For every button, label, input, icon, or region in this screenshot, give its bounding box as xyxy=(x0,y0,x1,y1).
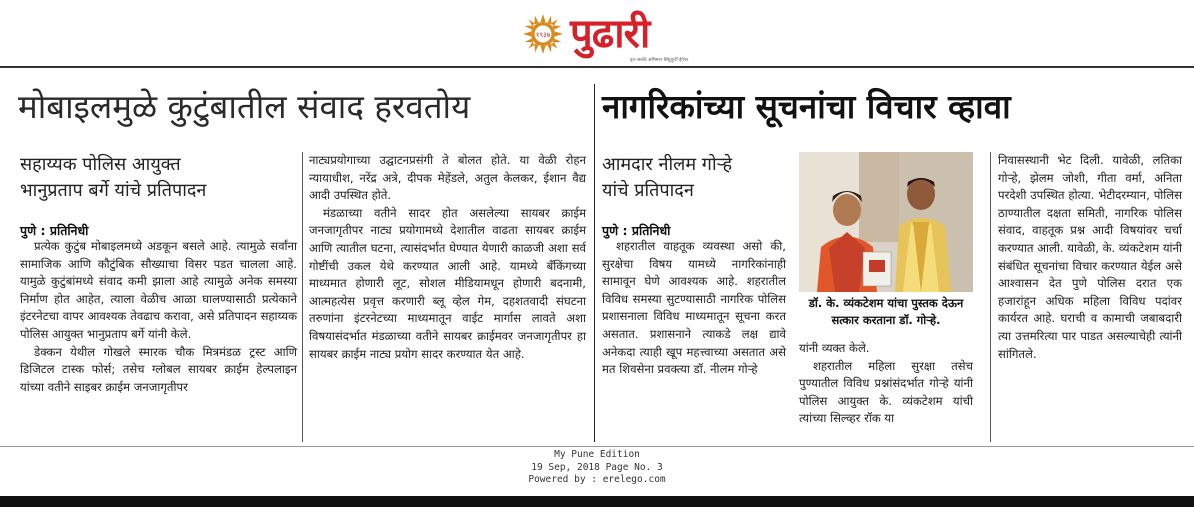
column-divider xyxy=(990,152,991,442)
svg-text:१९३७: १९३७ xyxy=(535,31,551,39)
paragraph: शहरातील वाहतूक व्यवस्था असो की, सुरक्षेचा विषय यामध्ये नागरिकांनाही सामावून घेणे आवश्यक आहे. शहरातील विविध समस्या सुटण्यासाठी नागरिक पोलिस प्रशासनाला विविध माध्यमातून सूचना करत असतात. प्रशासनाने त्याकडे लक्ष द्यावे अनेकदा त्याही खूप महत्त्वाच्या असतात असे मत शिवसेना प्रवक्त्या डॉ. नीलम गोऱ्हे xyxy=(602,239,786,377)
right-subhead xyxy=(602,152,792,204)
left-byline: पुणे : प्रतिनिधी xyxy=(20,223,89,238)
paragraph: निवासस्थानी भेट दिली. यावेळी, लतिका गोऱ्हे, झेलम जोशी, गीता वर्मा, अनिता परदेशी उपस्थित होत्या. भेटीदरम्यान, पोलिस ठाण्यातील दक्षता समिती, नागरिक पोलिस संवाद, वाहतूक प्रश्न आदी विषयांवर चर्चा करण्यात आली. यावेळी, के. व्यंकटेशम यांनी संबंधित सूचनांचा विचार करण्यात येईल असे आश्वासन देत पुणे पोलिस दरात एक हजारांहून अधिक महिला विविध पदांवर कार्यरत आहे. घराची व कामाची जबाबदारी त्या उत्तमरित्या पार पाडत असल्याचेही त्यांनी सांगितले. xyxy=(998,153,1182,361)
right-byline: पुणे : प्रतिनिधी xyxy=(602,223,671,238)
paragraph: शहरातील महिला सुरक्षा तसेच पुण्यातील विविध प्रश्नांसंदर्भात गोऱ्हे यांनी पोलिस आयुक्त के. व्यंकटेशम यांची त्यांच्या सिल्व्हर रॉक या xyxy=(799,358,973,426)
left-headline: मोबाइलमुळे कुटुंबातील संवाद हरवतोय xyxy=(18,87,471,126)
newspaper-logo[interactable] xyxy=(522,9,689,63)
left-subhead xyxy=(20,152,280,204)
right-column-2 xyxy=(799,340,973,428)
edition-footer xyxy=(0,449,1194,487)
newspaper-name: पुढारी xyxy=(570,11,650,57)
left-subhead-line1: सहाय्यक पोलिस आयुक्त xyxy=(20,154,181,175)
paragraph: मंडळाच्या वतीने सादर होत असलेल्या सायबर क्राईम जनजागृतीपर नाट्य प्रयोगामध्ये देशातील वाढता सायबर क्राईम आणि त्यातील घटना, त्यासंदर्भात घेण्यात येणारी काळजी अशा सर्व गोष्टींची उकल येथे करण्यात आली आहे. यामध्ये बँकिंगच्या माध्यमात होणारी लूट, सोशल मीडियामधून होणारी बदनामी, आत्महत्येस प्रवृत्त करणारी ब्लू व्हेल गेम, दहशतवादी संघटना तरुणांना इंटरनेटच्या माध्यमातून वाईट मार्गास लावते अशा विषयासंदर्भात मंडळाच्या वतीने सायबर क्राईमवर जनजागृतीपर हा सायबर क्राईम नाट्य प्रयोग सादर करण्यात येत आहे. xyxy=(309,205,586,361)
masthead xyxy=(0,0,1194,66)
powered-by-link[interactable]: Powered by : erelego.com xyxy=(528,474,666,485)
right-subhead-line2: यांचे प्रतिपादन xyxy=(602,180,694,201)
photo-caption: डॉ. के. व्यंकटेशम यांचा पुस्तक देऊन सत्कार करताना डॉ. गोऱ्हे. xyxy=(808,296,964,327)
paragraph: यांनी व्यक्त केले. xyxy=(799,341,870,355)
photo-illustration xyxy=(799,152,973,292)
right-headline: नागरिकांच्या सूचनांचा विचार व्हावा xyxy=(602,87,1011,126)
edition-name: My Pune Edition xyxy=(554,449,640,460)
sun-emblem-icon xyxy=(522,13,564,55)
left-column-2 xyxy=(309,152,586,363)
top-rule xyxy=(0,66,1194,68)
paragraph: प्रत्येक कुटुंब मोबाइलमध्ये अडकून बसले आहे. त्यामुळे सर्वांना सामाजिक आणि कौटुंबिक सौख्याचा विसर पडत चालला आहे. यामुळे कुटुंबांमध्ये संवाद कमी झाला आहे त्यामुळे अनेक समस्या निर्माण होत आहेत, त्याला वेळीच आळा घालण्यासाठी प्रत्येकाने इंटरनेटचा वापर आवश्यक तेवढाच करावा, असे प्रतिपादन सहाय्यक पोलिस आयुक्त भानुप्रताप बर्गे यांनी केले. xyxy=(20,239,297,341)
right-subhead-line1: आमदार नीलम गोऱ्हे xyxy=(602,154,733,175)
bottom-bar xyxy=(0,496,1194,507)
article-photo xyxy=(799,152,973,292)
paragraph: डेक्कन येथील गोखले स्मारक चौक मित्रमंडळ ट्रस्ट आणि डिजिटल टास्क फोर्स; तसेच ग्लोबल सायबर क्राईम हेल्पलाइन यांच्या वतीने साइबर क्राईम जनजागृतीपर xyxy=(20,344,297,394)
left-subhead-line2: भानुप्रताप बर्गे यांचे प्रतिपादन xyxy=(20,180,207,201)
edition-date-page: 19 Sep, 2018 Page No. 3 xyxy=(531,461,663,473)
article-divider xyxy=(594,84,595,442)
right-column-3 xyxy=(998,152,1182,363)
newspaper-tagline: वृत्त सर्वांचे अभिमान सिंधुदुर्ग्टी ईपेपर xyxy=(630,58,689,63)
right-column-1 xyxy=(602,238,786,379)
paragraph: नाट्यप्रयोगाच्या उद्घाटनप्रसंगी ते बोलत होते. या वेळी रोहन न्यायाधीश, नरेंद्र अत्रे, दीपक मेहेंडले, अतुल केलकर, ईशान वैद्य आदी उपस्थित होते. xyxy=(309,153,586,203)
left-column-1 xyxy=(20,238,297,396)
column-divider xyxy=(302,152,303,442)
footer-rule xyxy=(0,446,1194,447)
